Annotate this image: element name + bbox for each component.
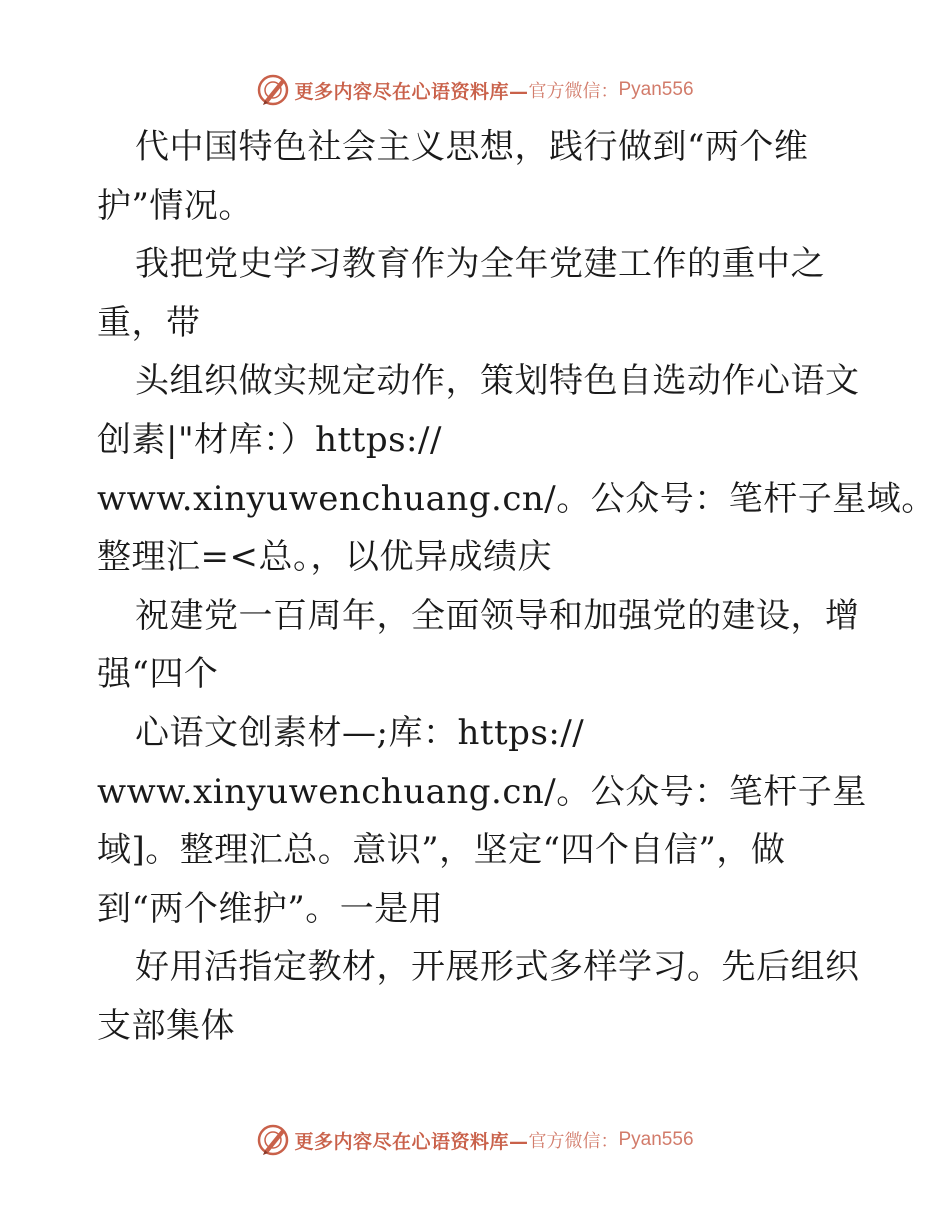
header-wechat-label: 官方微信： <box>528 81 619 102</box>
footer-banner <box>0 1120 950 1160</box>
document-body <box>97 118 936 1056</box>
text-line: 心语文创素材—;库：https:// <box>135 712 585 753</box>
pen-logo-icon <box>256 73 290 107</box>
header-banner <box>0 70 950 110</box>
text-line: 创素|"材库：）https:// <box>97 419 442 460</box>
text-line: www.xinyuwenchuang.cn/。公众号：笔杆子星 <box>97 771 867 812</box>
text-line: 头组织做实规定动作，策划特色自选动作心语文 <box>135 361 860 402</box>
text-line: 护”情况。 <box>97 185 253 226</box>
footer-wechat-label: 官方微信： <box>528 1131 619 1152</box>
text-line: 重，带 <box>97 302 201 343</box>
text-line: 支部集体 <box>97 1005 235 1046</box>
text-line: 代中国特色社会主义思想，践行做到“两个维 <box>135 127 809 167</box>
pen-logo-icon <box>256 1123 290 1157</box>
text-line: 整理汇=<总。，以优异成绩庆 <box>97 537 552 578</box>
header-banner-text: 更多内容尽在心语资料库— <box>294 80 529 103</box>
footer-wechat-id: Pyan556 <box>618 1129 694 1150</box>
text-line: www.xinyuwenchuang.cn/。公众号：笔杆子星域。 <box>97 478 936 519</box>
text-line: 我把党史学习教育作为全年党建工作的重中之 <box>135 244 825 285</box>
header-wechat-id: Pyan556 <box>618 79 694 100</box>
text-line: 好用活指定教材，开展形式多样学习。先后组织 <box>135 947 860 988</box>
text-line: 强“四个 <box>97 654 219 695</box>
footer-banner-text: 更多内容尽在心语资料库— <box>294 1130 529 1153</box>
text-line: 到“两个维护”。一是用 <box>97 888 444 929</box>
text-line: 域]。整理汇总。意识”，坚定“四个自信”，做 <box>97 830 786 871</box>
text-line: 祝建党一百周年，全面领导和加强党的建设，增 <box>135 595 860 636</box>
